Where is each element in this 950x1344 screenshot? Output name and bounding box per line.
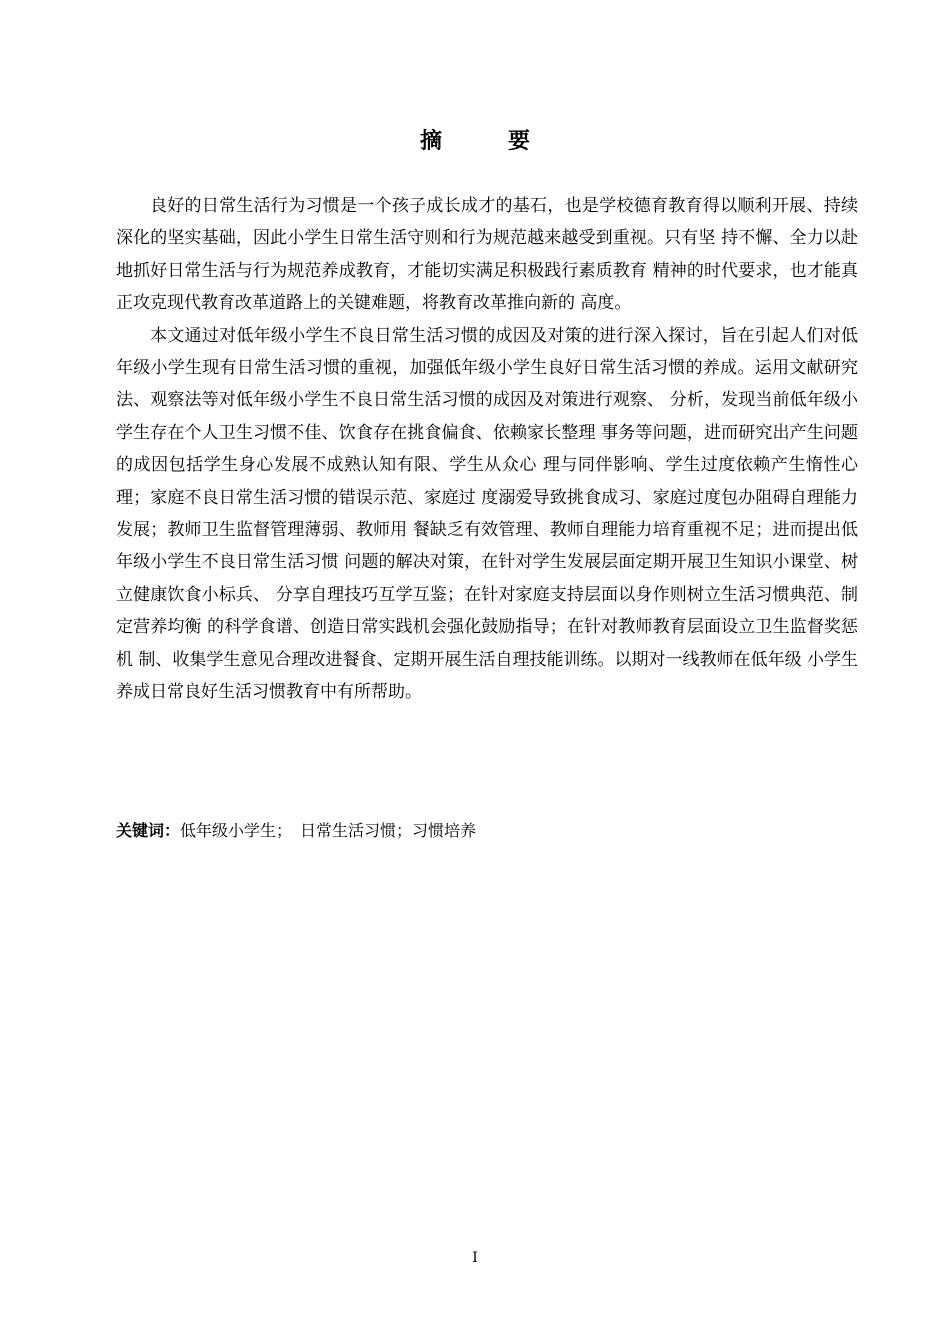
- page-number: I: [472, 1250, 478, 1266]
- abstract-body: [116, 190, 858, 709]
- keywords-value: 低年级小学生； 日常生活习惯；习惯培养: [180, 821, 477, 840]
- abstract-paragraph-1: 良好的日常生活行为习惯是一个孩子成长成才的基石，也是学校德育教育得以顺利开展、持续深化的坚实基础，因此小学生日常生活守则和行为规范越来越受到重视。只有坚 持不懈、全力以赴地抓好日常生活与行为规范养成教育，才能切实满足积极践行素质教育 精神的时代要求，也才能真正攻克现代教育改革道路上的关键难题，将教育改革推向新的 高度。: [116, 196, 858, 314]
- abstract-paragraph-2: 本文通过对低年级小学生不良日常生活习惯的成因及对策的进行深入探讨，旨在引起人们对低年级小学生现有日常生活习惯的重视，加强低年级小学生良好日常生活习惯的养成。运用文献研究法、观察法等对低年级小学生不良日常生活习惯的成因及对策进行观察、 分析，发现当前低年级小学生存在个人卫生习惯不佳、饮食存在挑食偏食、依赖家长整理 事务等问题，进而研究出产生问题的成因包括学生身心发展不成熟认知有限、学生从众心 理与同伴影响、学生过度依赖产生惰性心理；家庭不良日常生活习惯的错误示范、家庭过 度溺爱导致挑食成习、家庭过度包办阻碍自理能力发展；教师卫生监督管理薄弱、教师用 餐缺乏有效管理、教师自理能力培育重视不足；进而提出低年级小学生不良日常生活习惯 问题的解决对策，在针对学生发展层面定期开展卫生知识小课堂、树立健康饮食小标兵、 分享自理技巧互学互鉴；在针对家庭支持层面以身作则树立生活习惯典范、制定营养均衡 的科学食谱、创造日常实践机会强化鼓励指导；在针对教师教育层面设立卫生监督奖惩机 制、收集学生意见合理改进餐食、定期开展生活自理技能训练。以期对一线教师在低年级 小学生养成日常良好生活习惯教育中有所帮助。: [116, 325, 858, 703]
- keywords-label: 关键词：: [116, 821, 181, 840]
- keywords-line: [116, 818, 476, 841]
- abstract-title: 摘 要: [419, 129, 552, 154]
